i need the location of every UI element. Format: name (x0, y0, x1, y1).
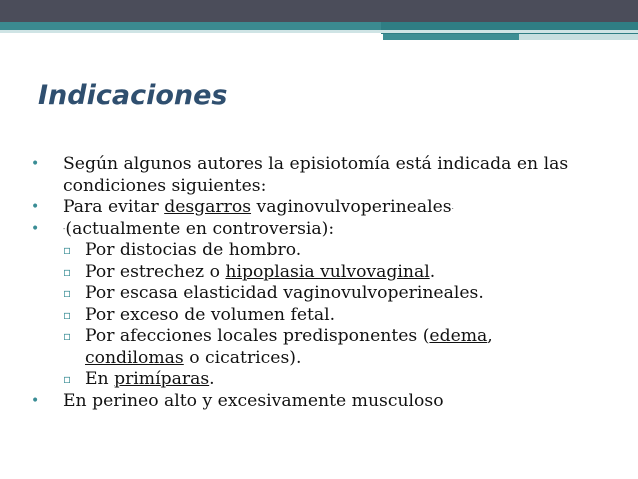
item-text: . (429, 261, 436, 282)
item-text: En (85, 369, 115, 389)
item-text: Por distocias de hombro. (85, 240, 302, 260)
square-bullet-icon: ▫ (63, 243, 72, 257)
square-bullet-icon: ▫ (63, 307, 72, 322)
link-text[interactable]: hipoplasia vulvovaginal (225, 261, 430, 282)
item-text: o cicatrices). (183, 347, 302, 368)
list-item (28, 176, 618, 198)
sub-list-item (28, 283, 618, 305)
link-text[interactable]: edema (429, 326, 488, 346)
sub-list-item (28, 240, 618, 262)
sub-list-item (28, 369, 618, 391)
item-text: - (63, 224, 66, 233)
link-text[interactable]: primíparas (114, 369, 210, 389)
item-text: . (209, 369, 215, 389)
link-text[interactable]: condilomas (85, 347, 184, 368)
bullet-icon: • (31, 156, 40, 172)
item-text: . (451, 203, 454, 211)
square-bullet-icon: ▫ (63, 372, 72, 386)
square-bullet-icon: ▫ (63, 286, 72, 300)
item-text: Por estrechez o (85, 261, 226, 282)
item-text: condiciones siguientes: (63, 175, 267, 196)
list-item (28, 154, 618, 176)
bullet-icon: • (31, 220, 40, 237)
square-bullet-icon: ▫ (63, 264, 72, 279)
header-band-dark (0, 0, 638, 22)
header-tab-light (519, 34, 638, 40)
item-text: Por afecciones locales predisponentes ( (85, 326, 430, 346)
bullet-icon: • (31, 199, 40, 215)
item-text: Por exceso de volumen fetal. (85, 304, 336, 325)
list-item (28, 391, 618, 413)
list-item (28, 197, 618, 219)
bullet-list (28, 154, 618, 412)
item-text: En perineo alto y excesivamente musculoso (63, 390, 444, 411)
sub-list-item (28, 348, 618, 370)
square-bullet-icon: ▫ (63, 329, 72, 343)
item-text: Por escasa elasticidad vaginovulvoperineales. (85, 283, 484, 303)
item-text: , (487, 326, 493, 346)
bullet-icon: • (31, 392, 40, 409)
header-decoration (0, 0, 638, 30)
item-text: Para evitar (63, 197, 165, 217)
link-text[interactable]: desgarros (164, 197, 252, 217)
header-band-light (0, 30, 638, 33)
list-item (28, 219, 618, 241)
item-text: Según algunos autores la episiotomía está indicada en las (63, 154, 569, 174)
item-text: vaginovulvoperineales (251, 197, 452, 217)
sub-list-item (28, 305, 618, 327)
sub-list-item (28, 326, 618, 348)
slide-title: Indicaciones (38, 80, 228, 111)
item-text: (actualmente en controversia): (65, 218, 335, 239)
header-tab-dark (383, 34, 519, 40)
sub-list-item (28, 262, 618, 284)
